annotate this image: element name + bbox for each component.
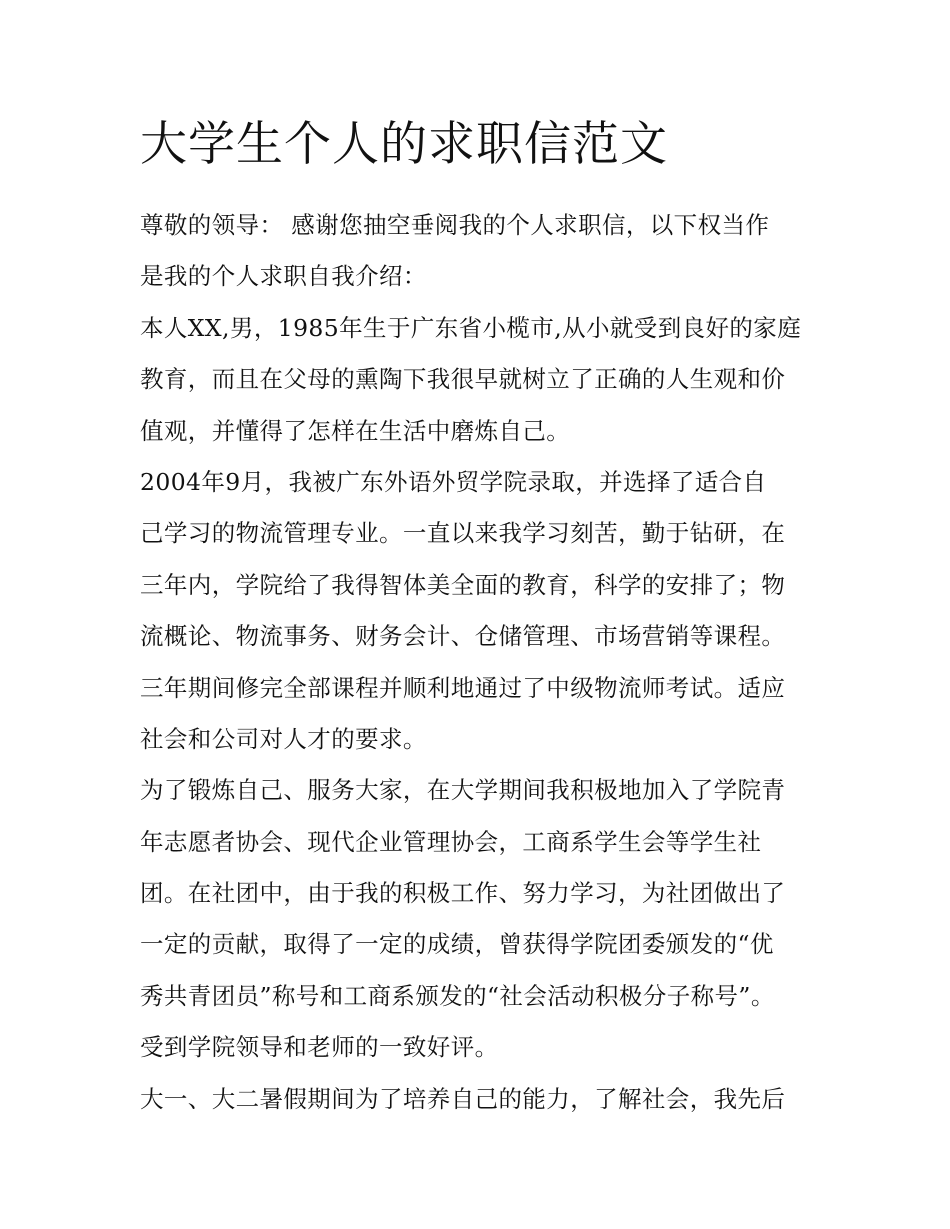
body-line: 受到学院领导和老师的一致好评。 <box>140 1033 499 1062</box>
body-line: 社会和公司对人才的要求。 <box>140 724 427 753</box>
body-line: 三年期间修完全部课程并顺利地通过了中级物流师考试。适应 <box>140 673 786 702</box>
body-line: 三年内，学院给了我得智体美全面的教育，科学的安排了；物 <box>140 570 786 599</box>
body-line: 本人XX,男，1985年生于广东省小榄市,从小就受到良好的家庭 <box>140 313 802 342</box>
body-line: 为了锻炼自己、服务大家，在大学期间我积极地加入了学院青 <box>140 776 786 805</box>
body-line: 年志愿者协会、现代企业管理协会，工商系学生会等学生社 <box>140 827 762 856</box>
body-line: 尊敬的领导： 感谢您抽空垂阅我的个人求职信，以下权当作 <box>140 211 770 239</box>
body-line: 2004年9月，我被广东外语外贸学院录取，并选择了适合自 <box>140 467 767 496</box>
body-line: 教育，而且在父母的熏陶下我很早就树立了正确的人生观和价 <box>140 365 786 394</box>
body-line: 秀共青团员”称号和工商系颁发的“社会活动积极分子称号”。 <box>140 981 775 1010</box>
document-body <box>140 200 820 1125</box>
body-line: 一定的贡献，取得了一定的成绩，曾获得学院团委颁发的“优 <box>140 930 774 959</box>
body-line: 大一、大二暑假期间为了培养自己的能力，了解社会，我先后 <box>140 1084 786 1113</box>
body-line: 己学习的物流管理专业。一直以来我学习刻苦，勤于钻研，在 <box>140 519 786 548</box>
body-line: 是我的个人求职自我介绍： <box>140 262 427 291</box>
body-line: 流概论、物流事务、财务会计、仓储管理、市场营销等课程。 <box>140 622 786 651</box>
document-title: 大学生个人的求职信范文 <box>140 117 668 172</box>
body-line: 值观，并懂得了怎样在生活中磨炼自己。 <box>140 416 571 445</box>
body-line: 团。在社团中，由于我的积极工作、努力学习，为社团做出了 <box>140 879 786 908</box>
